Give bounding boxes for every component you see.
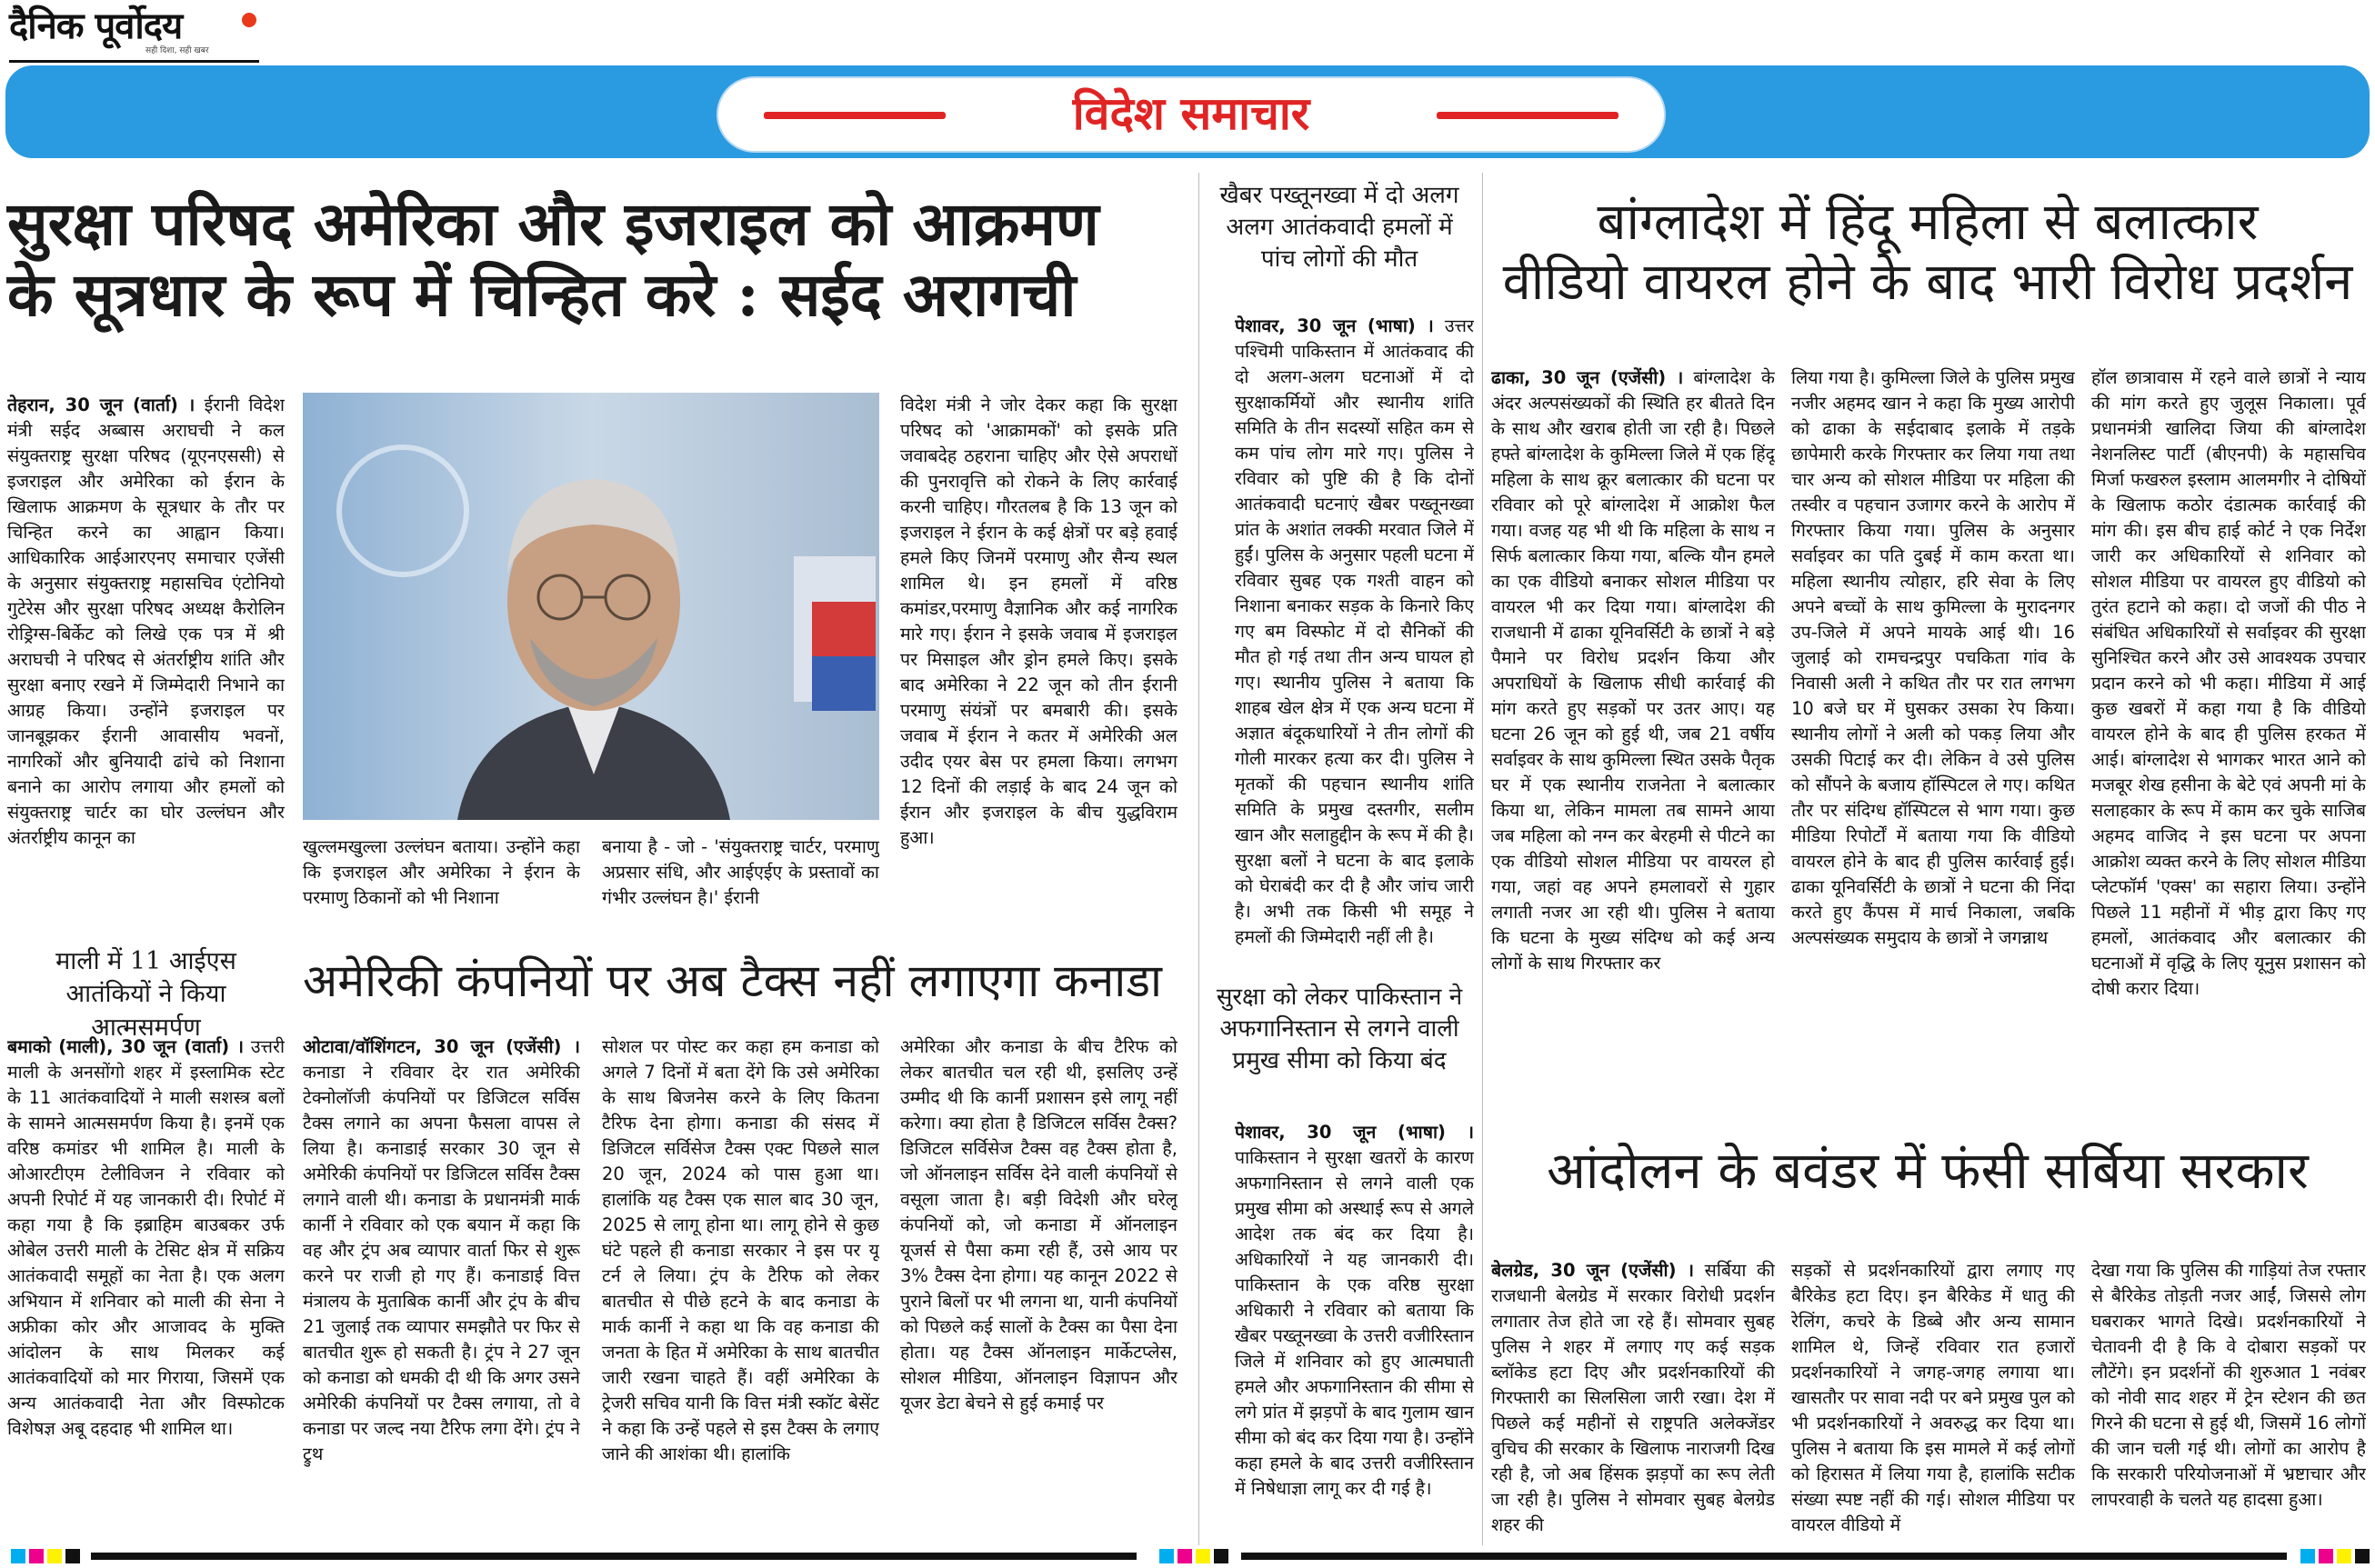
- story1-headline-line1: सुरक्षा परिषद अमेरिका और इजराइल को आक्रमण: [7, 188, 1099, 259]
- story3-dateline: ढाका, 30 जून (एजेंसी) ।: [1491, 367, 1684, 388]
- section-title: विदेश समाचार: [1072, 87, 1310, 140]
- story5-dateline: ओटावा/वॉशिंगटन, 30 जून (एजेंसी) ।: [303, 1036, 580, 1057]
- story2-body-text: उत्तर पश्चिमी पाकिस्तान में आतंकवाद की दो अलग-अलग घटनाओं में दो सुरक्षाकर्मियों और स्थानीय शांति समिति के तीन सदस्यों सहित कम से कम पांच लोग मारे गए। पुलिस ने रविवार को पुष्टि की है कि दोनों आतंकवादी घटनाएं खैबर पख्तूनख्वा प्रांत के अशांत लक्की मरवात जिले में हुईं। पुलिस के अनुसार पहली घटना में रविवार सुबह एक गश्ती वाहन को निशाना बनाकर सड़क के किनारे किए गए बम विस्फोट में दो सैनिकों की मौत हो गई तथा तीन अन्य घायल हो गए। स्थानीय पुलिस ने बताया कि शाहब खेल क्षेत्र में एक अन्य घटना में अज्ञात बंदूकधारियों ने तीन लोगों की गोली मारकर हत्या कर दी। पुलिस ने मृतकों की पहचान स्थानीय शांति समिति के प्रमुख दस्तगीर, सलीम खान और सलाहुद्दीन के रूप में की है। सुरक्षा बलों ने घटना के बाद इलाके को घेराबंदी कर दी है और जांच जारी है। अभी तक किसी भी समूह ने हमलों की जिम्मेदारी नहीं ली है।: [1235, 315, 1474, 947]
- masthead-rule: [9, 60, 259, 63]
- story4-body-text: उत्तरी माली के अनसोंगो शहर में इस्लामिक स्टेट के 11 आतंकवादियों ने माली सशस्त्र बलों के सामने आत्मसमर्पण किया है। इनमें एक वरिष्ठ कमांडर भी शामिल है। माली के ओआरटीएम टेलीविजन ने रविवार को अपनी रिपोर्ट में यह जानकारी दी। रिपोर्ट में कहा गया है कि इब्राहिम बाउबकर उर्फ ओबेल उत्तरी माली के टेसिट क्षेत्र में सक्रिय आतंकवादी समूहों का नेता है। एक अलग अभियान में शनिवार को माली की सेना ने अफ्रीका कोर और आजावद के मुक्ति आंदोलन के साथ मिलकर कई आतंकवादियों को मार गिराया, जिसमें एक अन्य आतंकवादी नेता और विस्फोटक विशेषज्ञ अबू दहदाह भी शामिल था।: [7, 1036, 285, 1439]
- story7-col1-text: सर्बिया की राजधानी बेलग्रेड में सरकार विरोधी प्रदर्शन लगातार तेज होते जा रहे हैं। सोमवार सुबह पुलिस ने शहर में लगाए गए कई सड़क ब्लॉकेड हटा दिए और प्रदर्शनकारियों की गिरफ्तारी का सिलसिला जारी रखा। देश में पिछले कई महीनों से राष्ट्रपति अलेक्जेंडर वुचिच की सरकार के खिलाफ नाराजगी दिख रही है, जो अब हिंसक झड़पों का रूप लेती जा रही है। पुलिस ने सोमवार सुबह बेलग्रेड शहर की: [1491, 1260, 1775, 1535]
- story5-col2-text: सोशल पर पोस्ट कर कहा हम कनाडा को अगले 7 दिनों में बता देंगे कि उसे अमेरिका के साथ बिजनेस करने के लिए कितना टैरिफ देना होगा। कनाडा की संसद में डिजिटल सर्विसेज टैक्स एक्ट पिछले साल 20 जून, 2024 को पास हुआ था। हालांकि यह टैक्स एक साल बाद 30 जून, 2025 से लागू होना था। लागू होने से कुछ घंटे पहले ही कनाडा सरकार ने इस पर यू टर्न ले लिया। ट्रंप के टैरिफ को लेकर बातचीत से पीछे हटने के बाद कनाडा के मार्क कार्नी ने कहा था कि वह कनाडा की जनता के हित में अमेरिका के साथ बातचीत जारी रखना चाहते हैं। वहीं अमेरिका के ट्रेजरी सचिव यानी कि वित्त मंत्री स्कॉट बेसेंट ने कहा कि उन्हें पहले से इस टैक्स के लगाए जाने की आशंका थी। हालांकि: [602, 1036, 879, 1464]
- story5-column-3: [900, 1034, 1177, 1543]
- story1-column-2: [303, 834, 580, 918]
- story3-col3-text: हॉल छात्रावास में रहने वाले छात्रों ने न्याय की मांग करते हुए जुलूस निकाला। पूर्व प्रधानमंत्री खालिदा जिया की बांग्लादेश नेशनलिस्ट पार्टी (बीएनपी) के महासचिव मिर्जा फखरुल इस्लाम आलमगीर ने दोषियों के खिलाफ कठोर दंडात्मक कार्रवाई की मांग की। इस बीच हाई कोर्ट ने एक निर्देश जारी कर अधिकारियों से शनिवार को सोशल मीडिया पर वायरल हुए वीडियो को तुरंत हटाने को कहा। दो जजों की पीठ ने संबंधित अधिकारियों से सर्वाइवर की सुरक्षा सुनिश्चित करने और उसे आवश्यक उपचार प्रदान करने को भी कहा। मीडिया में आई कुछ खबरों में कहा गया है कि वीडियो वायरल होने के बाद ही पुलिस हरकत में आई। बांग्लादेश से भागकर भारत आने को मजबूर शेख हसीना के बेटे एवं अपनी मां के सलाहकार के रूप में काम कर चुके साजिब अहमद वाजिद ने इस घटना पर अपना आक्रोश व्यक्त करने के लिए सोशल मीडिया प्लेटफॉर्म 'एक्स' का सहारा लिया। उन्होंने पिछले 11 महीनों में भीड़ द्वारा किए गए हमलों, आतंकवाद और बलात्कार की घटनाओं में वृद्धि के लिए यूनुस प्रशासन को दोषी करार दिया।: [2091, 367, 2366, 999]
- story5-col3-text: अमेरिका और कनाडा के बीच टैरिफ को लेकर बातचीत चल रही थी, इसलिए उन्हें उम्मीद थी कि कार्नी प्रशासन इसे लागू नहीं करेगा। क्या होता है डिजिटल सर्विस टैक्स? डिजिटल सर्विसेज टैक्स वह टैक्स होता है, जो ऑनलाइन सर्विस देने वाली कंपनियों से वसूला जाता है। बड़ी विदेशी और घरेलू कंपनियों को, जो कनाडा में ऑनलाइन यूजर्स से पैसा कमा रही हैं, उसे आय पर 3% टैक्स देना होगा। यह कानून 2022 से पुराने बिलों पर भी लगना था, यानी कंपनियों को पिछले कई सालों के टैक्स का पैसा देना होता। यह टैक्स ऑनलाइन मार्केटप्लेस, सोशल मीडिया, ऑनलाइन विज्ञापन और यूजर डेटा बेचने से हुई कमाई पर: [900, 1036, 1177, 1413]
- story1-headline-line2: के सूत्रधार के रूप में चिन्हित करे : सईद अरागची: [7, 258, 1077, 330]
- story2-headline: खैबर पख्तूनख्वा में दो अलग अलग आतंकवादी हमलों में पांच लोगों की मौत: [1219, 182, 1459, 274]
- footer-rule-right: [1241, 1553, 2287, 1560]
- story3-column-2: [1791, 365, 2075, 1040]
- story3-column-3: [2091, 365, 2366, 1040]
- story5-col1-text: कनाडा ने रविवार देर रात अमेरिकी टेक्नोलॉजी कंपनियों पर डिजिटल सर्विस टैक्स लगाने का अपना फैसला वापस ले लिया है। कनाडाई सरकार 30 जून से अमेरिकी कंपनियों पर डिजिटल सर्विस टैक्स लगाने वाली थी। कनाडा के प्रधानमंत्री मार्क कार्नी ने रविवार को एक बयान में कहा कि वह और ट्रंप अब व्यापार वार्ता फिर से शुरू करने पर राजी हो गए हैं। कनाडाई वित्त मंत्रालय के मुताबिक कार्नी और ट्रंप के बीच 21 जुलाई तक व्यापार समझौते पर फिर से बातचीत शुरू हो सकती है। ट्रंप ने 27 जून को कनाडा को धमकी दी थी कि अगर उसने अमेरिकी कंपनियों पर टैक्स लगाया, तो वे कनाडा पर जल्द नया टैरिफ लगा देंगे। ट्रंप ने ट्रुथ: [303, 1062, 580, 1464]
- story4-headline: [7, 945, 285, 1044]
- story5-column-1: [303, 1034, 580, 1543]
- story2-dateline: पेशावर, 30 जून (भाषा) ।: [1235, 315, 1434, 336]
- logo-dot-icon: [242, 13, 256, 27]
- story1-col2-text: खुल्लमखुल्ला उल्लंघन बताया। उन्होंने कहा कि इजराइल और अमेरिका ने ईरान के परमाणु ठिकानों को भी निशाना: [303, 836, 580, 908]
- pill-left-line: [764, 112, 946, 119]
- column-divider: [1198, 173, 1199, 1545]
- story3-headline-line2: वीडियो वायरल होने के बाद भारी विरोध प्रदर्शन: [1502, 253, 2353, 313]
- story7-col2-text: सड़कों से प्रदर्शनकारियों द्वारा लगाए गए बैरिकेड हटा दिए। इन बैरिकेड में धातु की रेलिंग, कचरे के डिब्बे और अन्य सामान शामिल थे, जिन्हें रविवार रात हजारों प्रदर्शनकारियों ने जगह-जगह लगाया था। खासतौर पर सावा नदी पर बने प्रमुख पुल को भी प्रदर्शनकारियों ने अवरुद्ध कर दिया था। पुलिस ने बताया कि इस मामले में कई लोगों को हिरासत में लिया गया है, हालांकि सटीक संख्या स्पष्ट नहीं की गई। सोशल मीडिया पर वायरल वीडियो में: [1791, 1260, 2075, 1535]
- story6-body-text: पाकिस्तान ने सुरक्षा खतरों के कारण अफगानिस्तान से लगने वाली एक प्रमुख सीमा को अस्थाई रूप से अगले आदेश तक बंद कर दिया है। अधिकारियों ने यह जानकारी दी। पाकिस्तान के एक वरिष्ठ सुरक्षा अधिकारी ने रविवार को बताया कि खैबर पख्तूनख्वा के उत्तरी वजीरिस्तान जिले में शनिवार को हुए आत्मघाती हमले और अफगानिस्तान की सीमा से लगे प्रांत में झड़पों के बाद गुलाम खान सीमा को बंद कर दिया गया है। उन्होंने कहा हमले के बाद उत्तरी वजीरिस्तान में निषेधाज्ञा लागू कर दी गई है।: [1235, 1147, 1474, 1499]
- story4-headline-line2: आतंकियों ने किया आत्मसमर्पण: [65, 980, 226, 1042]
- story7-column-2: [1791, 1258, 2075, 1543]
- cmyk-registration-center: [1159, 1549, 1232, 1567]
- story7-col3-text: देखा गया कि पुलिस की गाड़ियां तेज रफ्तार से बैरिकेड तोड़ती नजर आईं, जिससे लोग घबराकर भागते दिखे। प्रदर्शनकारियों ने चेतावनी दी है कि वे दोबारा सड़कों पर लौटेंगे। इन प्रदर्शनों की शुरुआत 1 नवंबर को नोवी साद शहर में ट्रेन स्टेशन की छत गिरने की घटना से हुई थी, जिसमें 16 लोगों की जान चली गई थी। लोगों का आरोप है कि सरकारी परियोजनाओं में भ्रष्टाचार और लापरवाही के चलते यह हादसा हुआ।: [2091, 1260, 2366, 1510]
- story3-column-1: [1491, 365, 1775, 1040]
- story3-col1-text: बांग्लादेश के अंदर अल्पसंख्यकों की स्थिति हर बीतते दिन के साथ और खराब होती जा रही है। पिछले हफ्ते बांग्लादेश के कुमिल्ला जिले में एक हिंदू महिला के साथ क्रूर बलात्कार की घटना पर रविवार को पूरे बांग्लादेश में आक्रोश फैल गया। वजह यह भी थी कि महिला के साथ न सिर्फ बलात्कार किया गया, बल्कि यौन हमले का एक वीडियो बनाकर सोशल मीडिया पर वायरल भी कर दिया गया। बांग्लादेश की राजधानी में ढाका यूनिवर्सिटी के छात्रों ने बड़े पैमाने पर विरोध प्रदर्शन किया और अपराधियों के खिलाफ सीधी कार्रवाई की मांग करते हुए सड़कों पर उतर आए। यह घटना 26 जून को हुई थी, जब 21 वर्षीय सर्वाइवर के साथ कुमिल्ला स्थित उसके पैतृक घर में एक स्थानीय राजनेता ने बलात्कार किया था, लेकिन मामला तब सामने आया जब महिला को नग्न कर बेरहमी से पीटने का एक वीडियो सोशल मीडिया पर वायरल हो गया, जहां वह अपने हमलावरों से गुहार लगाती नजर आ रही थी। पुलिस ने बताया कि घटना के मुख्य संदिग्ध को कई अन्य लोगों के साथ गिरफ्तार कर: [1491, 367, 1775, 974]
- story1-photo: [303, 393, 879, 820]
- story7-column-1: [1491, 1258, 1775, 1543]
- story6-dateline: पेशावर, 30 जून (भाषा) ।: [1235, 1122, 1474, 1143]
- cmyk-registration-left: [11, 1549, 84, 1567]
- story5-headline: अमेरिकी कंपनियों पर अब टैक्स नहीं लगाएगा कनाडा: [303, 954, 1162, 1007]
- photo-portrait-image: [303, 393, 879, 820]
- section-pill: [717, 76, 1666, 153]
- masthead-tagline: सही दिशा, सही खबर: [145, 46, 209, 55]
- story4-body: [7, 1034, 285, 1543]
- pill-right-line: [1437, 112, 1618, 119]
- cmyk-registration-right: [2300, 1549, 2373, 1567]
- story1-column-4: [900, 393, 1177, 918]
- column-divider: [1482, 173, 1483, 1545]
- footer-rule-left: [91, 1553, 1137, 1560]
- masthead-name: दैनिक पूर्वोदय: [9, 5, 183, 47]
- story1-col4-text: विदेश मंत्री ने जोर देकर कहा कि सुरक्षा परिषद को 'आक्रामकों' को इसके प्रति जवाबदेह ठहराना चाहिए और ऐसे अपराधों की पुनरावृत्ति को रोकने के लिए कार्रवाई करनी चाहिए। गौरतलब है कि 13 जून को इजराइल ने ईरान के कई क्षेत्रों पर बड़े हवाई हमले किए जिनमें परमाणु और सैन्य स्थल शामिल थे। इन हमलों में वरिष्ठ कमांडर,परमाणु वैज्ञानिक और कई नागरिक मारे गए। ईरान ने इसके जवाब में इजराइल पर मिसाइल और ड्रोन हमले किए। इसके बाद अमेरिका ने 22 जून को तीन ईरानी परमाणु संयंत्रों पर बमबारी की। इसके जवाब में ईरान ने कतर में अमेरिकी अल उदीद एयर बेस पर हमला किया। लगभग 12 दिनों की लड़ाई के बाद 24 जून को ईरान और इजराइल के बीच युद्धविराम हुआ।: [900, 394, 1177, 848]
- story7-column-3: [2091, 1258, 2366, 1543]
- story1-column-1: [7, 393, 285, 918]
- story1-col3-text: बनाया है - जो - 'संयुक्तराष्ट्र चार्टर, परमाणु अप्रसार संधि, और आईएईए के प्रस्तावों का गंभीर उल्लंघन है।' ईरानी: [602, 836, 879, 908]
- story6-body: [1235, 1120, 1474, 1543]
- story2-body: [1235, 314, 1474, 950]
- masthead: [9, 5, 264, 64]
- story3-headline-line1: बांग्लादेश में हिंदू महिला से बलात्कार: [1597, 193, 2259, 252]
- story1-dateline: तेहरान, 30 जून (वार्ता) ।: [7, 394, 195, 415]
- story1-headline: [7, 189, 1189, 331]
- story1-col1-text: ईरानी विदेश मंत्री सईद अब्बास अराघची ने कल संयुक्तराष्ट्र सुरक्षा परिषद (यूएनएससी) से इजराइल और अमेरिका को ईरान के खिलाफ आक्रमण के सूत्रधार के तौर पर चिन्हित करने का आह्वान किया। आधिकारिक आईआरएनए समाचार एजेंसी के अनुसार संयुक्तराष्ट्र महासचिव एंटोनियो गुटेरेस और सुरक्षा परिषद अध्यक्ष कैरोलिन रोड्रिग्स-बिर्केट को लिखे एक पत्र में श्री अराघची ने परिषद से अंतर्राष्ट्रीय शांति और सुरक्षा बनाए रखने में जिम्मेदारी निभाने का आग्रह किया। उन्होंने इजराइल पर जानबूझकर ईरानी आवासीय भवनों, नागरिकों और बुनियादी ढांचे को निशाना बनाने का आरोप लगाया और हमलों को संयुक्तराष्ट्र चार्टर का घोर उल्लंघन और अंतर्राष्ट्रीय कानून का: [7, 394, 285, 848]
- story1-column-3: [602, 834, 879, 918]
- story3-col2-text: लिया गया है। कुमिल्ला जिले के पुलिस प्रमुख नजीर अहमद खान ने कहा कि मुख्य आरोपी को ढाका के सईदाबाद इलाके में तड़के छापेमारी करके गिरफ्तार कर लिया गया तथा चार अन्य को सोशल मीडिया पर महिला की तस्वीर व पहचान उजागर करने के आरोप में गिरफ्तार किया गया। पुलिस के अनुसार सर्वाइवर का पति दुबई में काम करता था। महिला स्थानीय त्योहार, हरि सेवा के लिए अपने बच्चों के साथ कुमिल्ला के मुरादनगर उप-जिले में अपने मायके आई थी। 16 जुलाई को रामचन्द्रपुर पचकिता गांव के निवासी अली ने कथित तौर पर रात लगभग 10 बजे घर में घुसकर उसका रेप किया। स्थानीय लोगों ने अली को पकड़ लिया और उसकी पिटाई कर दी। लेकिन वे उसे पुलिस को सौंपने के बजाय हॉस्पिटल ले गए। कथित तौर पर संदिग्ध हॉस्पिटल से भाग गया। कुछ मीडिया रिपोर्टों में बताया गया कि वीडियो वायरल होने के बाद ही पुलिस कार्रवाई हुई। ढाका यूनिवर्सिटी के छात्रों ने घटना की निंदा करते हुए कैंपस में मार्च निकाला, जबकि अल्पसंख्यक समुदाय के छात्रों ने जगन्नाथ: [1791, 367, 2075, 948]
- story4-headline-line1: माली में 11 आईएस: [55, 947, 236, 975]
- story7-headline: आंदोलन के बवंडर में फंसी सर्बिया सरकार: [1547, 1142, 2309, 1201]
- story3-headline: [1491, 193, 2364, 313]
- story6-headline: सुरक्षा को लेकर पाकिस्तान ने अफगानिस्तान से लगने वाली प्रमुख सीमा को किया बंद: [1216, 984, 1463, 1075]
- story4-dateline: बमाको (माली), 30 जून (वार्ता) ।: [7, 1036, 244, 1057]
- story7-dateline: बेलग्रेड, 30 जून (एजेंसी) ।: [1491, 1260, 1695, 1281]
- story5-column-2: [602, 1034, 879, 1543]
